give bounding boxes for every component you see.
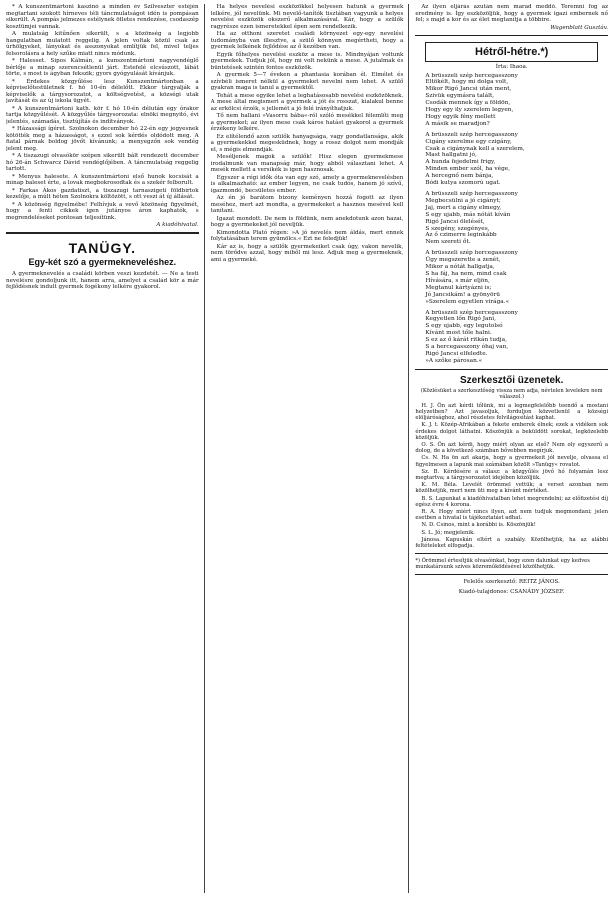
editorial-note: (Közlésüket a szerkesztőség vissza nem adja, névtelen levelekre nem válaszol.) <box>420 387 603 400</box>
verse-line: Rigó Jancsi ölelését, <box>425 218 485 225</box>
article-paragraph: Ez elítélendő azon szülők hanyagsága, vagy gondatlansága, akik a gyermekekkel megesküdnek, hogy a rossz dolgot nem mondják el, s mégis elmondják. <box>210 133 404 153</box>
columns <box>6 4 608 893</box>
news-item: * A közönség figyelmébe! Felhívjuk a vevő közönség figyelmét, hogy a fenti cikkek igen jutányos áron kaphatók, s megrendeléseket pontosan teljesítünk. <box>6 201 199 221</box>
editor-answer: R. A. Hogy miért nincs ilyen, azt nem tudjuk megmondani; jelen esetben a hivatal is tájékoztatást adhat. <box>415 509 609 522</box>
verse-line: A brüsszeli szép hercegasszony <box>425 309 518 316</box>
section-subtitle: Egy-két szó a gyermekneveléshez. <box>28 257 177 267</box>
verse-line: S szegény, szegényes, <box>425 225 490 232</box>
news-item: * A kunszentmártoni kath. kör f. hó 10-én délután egy órakor tartja közgyűlését. A közgyűlés tárgysorozata: elnöki megnyitó, évi jelentés, számadás, tisztújítás és indítványok. <box>6 105 199 125</box>
verse-line: Cigány szerelme egy czigány, <box>425 138 512 145</box>
signature: A kiadóhivatal. <box>156 222 199 228</box>
article-paragraph: Kimondotta Plató régen: »A jó nevelés nem áldás, mert ennek folytatásában terem gyümölcs.« Ezt ne feledjük! <box>210 229 404 242</box>
article-paragraph: Egyik főhelyes nevelési eszköz a mese is. Mindnyájan voltunk gyermekek. Tudjuk jól, hogy mi volt nekünk a mese. A jutalmak és büntetések szintén fontos eszközök. <box>210 51 404 71</box>
poem-title: Hétről-hétre.*) <box>425 42 598 62</box>
verse-line: Rigó Jancsi elfeledte. <box>425 350 488 357</box>
news-item: * Halesset. Sipos Kálmán, a kunszentmártoni nagyvendéglő bérlője a minap szerencsétlenül járt. Estefelé elcsúszott, lábát törte, s most is ágyban fekszik; gyors gyógyulását kívánjuk. <box>6 58 199 77</box>
verse-line: S egy ujabb, más nótát kíván <box>425 211 511 218</box>
verse-line: A brüsszeli szép hercegasszony <box>425 131 518 138</box>
verse-line: S egy ujabb, egy legutolsó <box>425 323 503 330</box>
article-paragraph: A gyermek 5—7 éveken a phantasia korában él. Elmélet és szívbéli ismeret nélkül a gyermeket nevelni nem lehet. A szülő gyakran maga is tanul a gyermektől. <box>210 72 404 91</box>
news-item: * Farkas Ákos gazdatiszt, a tiszazugi tarnaszigeti földbirtok kezelője, a múlt héten Szolnokra költözött, s ott veszi át új állását. <box>6 187 199 200</box>
verse-line: Jaj, mert a cigány elmegy, <box>425 204 502 211</box>
news-item: * A kunszentmártoni kaszinó a minden év Szilveszter estéjén megtartani szokott hírneves téli táncmulatságot idén is pompásan sikerült. A pompás jelmezes estélynek ötletes rendezése, csodaszép kosztümjei vannak. <box>6 4 199 30</box>
editor-answer: O. S. Ön azt kérdi, hogy miért olyan az első? Nem oly egyszerű a dolog, de a következő számban bővebben megírjuk. <box>415 441 609 455</box>
article-paragraph: Az én jó barátom bizony keményen hozzá fogott az ilyen meséhez, mert azt mondta, a gyermekeket a hasznos mesével kell tanítani. <box>210 195 404 214</box>
verse-line: A másik se maradjon? <box>425 120 490 127</box>
verse-line: Minden ember szól, ha vége, <box>425 166 511 173</box>
article-paragraph: Tehát a mese egyike lehet a leghatásosabb nevelési eszközöknek. A mese által megismeri a gyermek a jót és rosszat, kialakul benne az erkölcsi érzék, s jellemét a jó felé irányíthatjuk. <box>210 92 404 112</box>
divider <box>415 574 608 575</box>
article-paragraph: Meséljenek magok a szülők! Hisz elegen gyermekmese irodalmunk van manapság már, hogy abból választani lehet. A mesék mellett a versikék is igen hasznosak. <box>210 154 404 173</box>
verse-line: »Szerelem egyetlen virága.« <box>425 298 510 305</box>
imprint-publisher: Kiadó-tulajdonos: CSANÁDY JÓZSEF. <box>458 589 565 596</box>
article-paragraph: Kár az is, hogy a szülők gyermekeiket csak úgy, vakon nevelik, nem törődve azzal, hogy miből mi lesz. Adjuk meg a gyermeknek, ami a gyermeké. <box>210 243 404 263</box>
poem-stanza <box>415 73 608 128</box>
article-paragraph: Tő nem hallani »Vasorru bába«-ról szóló mesékkel félemlíti meg a gyermeket; az ilyen mese csak káros hatást gyakorol a gyermek érzékeny lelkére. <box>210 113 404 132</box>
editor-answer: K. J. t. Közép-Afrikában a fekete emberek élnek; ezek a vidéken sok érdekes dolgot láthatni. Köszönjük a beküldött sorokat, legközelebb közöljük. <box>415 422 609 441</box>
column-1 <box>6 4 205 893</box>
verse-line: A brüsszeli szép hercegasszony <box>425 191 518 197</box>
article-paragraph: Igazat mondott. De nem is földünk, nem anekdotunk azon hazai, hogy a gyermekeket jól neveljük. <box>210 215 404 228</box>
verse-line: Kegyetlen lőn Rigó Jani, <box>425 316 496 323</box>
section-title: TANÜGY. <box>68 240 137 256</box>
verse-line: Hogy egy ily szerelem legyen, <box>425 107 514 114</box>
poem-stanza <box>415 191 608 246</box>
verse-line: A hunda fejedelmi frigy, <box>425 159 496 166</box>
news-item: * Házassági ígéret. Szolnokon december hó 22-én egy jegyesnek kötötték meg a házasságot, s ezzel sok kérdés oldódott meg. A fiatal párnak boldog jövőt kívánunk; a menyegzőn sok vendég jelent meg. <box>6 126 199 152</box>
verse-line: Mikor Rigó Jancsi után ment, <box>425 86 512 93</box>
article-paragraph: Egyszer a régi idők óta van egy szó, amely a gyermeknevelésben is alkalmazható: az ember legyen, ne csak tudós, hanem jó szívű, igazmondó, becsületes ember. <box>210 174 404 194</box>
editor-answer: N. D. Csinos, mint a korábbi is. Köszönjük! <box>421 522 536 529</box>
verse-line: Ügy megszerette a zenét, <box>425 257 501 264</box>
verse-line: Szivük egymásra talált, <box>425 93 495 100</box>
verse-line: »A szőke párosan.« <box>425 357 483 364</box>
poem-stanza <box>415 132 608 187</box>
verse-line: Bódi kutya szomorú ugat. <box>425 180 501 187</box>
article-paragraph: Ha helyes nevelési eszközökkel helyesen hatunk a gyermek lelkére, jól nevelünk. Mi nevelő-tanítók tisztában vagyunk a helyes nevelési eszközök okszerű alkalmazásával. Kár, hogy a szülők ragyrésze ezen ismeretekkel épen sem rendelkezik. <box>210 4 404 30</box>
verse-line: Az ő czimerre leginkább <box>425 232 497 239</box>
footnote: *) Örömmel értesítjük olvasóinkat, hogy ezen dalunkat egy kedves munkatársunk szíves közreműködésével közölhetjük. <box>415 558 590 571</box>
verse-line: Csak a cigánynak kell a szerelem, <box>425 145 525 152</box>
poem-stanza <box>415 310 608 365</box>
news-item: A mulatság kitűnően sikerült, s a közönség a legjobb hangulatban mulatott reggelig. A jelen voltak közül csak az úrhölgyeket, lányokat és asszonyokat említjük fel, mivel teljes felsorolásra a hely szűke miatt nincs módunk. <box>6 31 199 57</box>
verse-line: Mast hallgatni jó, <box>425 152 477 159</box>
verse-line: A brüsszeli szép hercegasszony <box>425 250 518 257</box>
poem-author: Írta: Ihaoa. <box>495 63 528 70</box>
imprint-editor: Felelős szerkesztő: REITZ JÁNOS. <box>463 579 560 586</box>
verse-line: Hogy egyik fény mellett <box>425 113 496 120</box>
editor-answer: S. L. Jó; megjelenik. <box>421 529 475 536</box>
divider <box>415 35 608 36</box>
news-item: * Érdekes közgyűlése lesz Kunszentmártonban a képviselőtestületnek f. hó 10-én délelőtt. Ekkor tárgyalják a képviselők a tárgysorozatot, a költségvetést, a községi utak javítását és az új iskola ügyét. <box>6 78 199 104</box>
verse-line: Eltökélt, hogy mi dolga volt, <box>425 79 509 86</box>
article-paragraph: Ha az otthoni szeretet családi környezet egy-egy nevelési tudományba van illesztve, a szülő könnyen megértheti, hogy a gyermek lelkének fejlődése az ő kezében van. <box>210 31 404 50</box>
verse-line: S ha fáj, ha nem, mind csak <box>425 270 507 277</box>
editor-answer: K. M. Béla. Levelét örömmel vettük; a verset azonban nem közölhetjük, mert nem üti meg a kívánt mértéket. <box>415 482 609 495</box>
divider <box>415 369 608 370</box>
editor-answer: H. J. Ön azt kérdi tőlünk, mi a legmegfelelőbb teendő a mostani helyzetben? Azt javasoljuk, forduljon közvetlenül a községi elöljárósághoz, ahol részletes felvilágosítást kaphat. <box>415 402 609 422</box>
article-paragraph: Az ilyen eljárás azután nem marad meddő. Teremni fog az eredmény is. Így eszközöljük, hogy a gyermek igazi embernek nő fel; s majd a kor és az élet megtanítja a többire. <box>415 4 609 23</box>
verse-line: Nem szereti őt. <box>425 239 471 246</box>
news-item: * Menyus halesete. A kunszentmártoni első hunok kocsisát a minap baleset érte, a lovak megbokrosodtak és a szekér felborult. <box>6 173 199 186</box>
news-item: * A tiszazugi olvasókör szépen sikerült bált rendezett december hó 26-án Schwarcz Dávid vendéglőjében. A táncmulatság reggelig tartott. <box>6 153 199 172</box>
verse-line: Hívására, s már eljön, <box>425 277 490 284</box>
divider <box>6 232 199 234</box>
article-paragraph: A gyermeknevelés a családi körben veszi kezdetét. — Ne a testi nevelésre gondoljunk itt, hanem arra, amelyet a család kör a már fejlődésnek indult gyermek fogékony lelkére gyakorol. <box>6 271 199 290</box>
divider <box>415 553 608 554</box>
editor-answer: Jánosa. Kapuskán eltért a szabály. Közölhetjük, ha az alábbi feltételeket elfogadja. <box>415 536 609 550</box>
verse-line: Csodák mennek így a földön, <box>425 100 511 107</box>
verse-line: Kívánt most tőle halni. <box>425 330 492 337</box>
verse-line: Jó Jancsikám! a gyönyörü <box>425 291 501 298</box>
column-3 <box>415 4 608 893</box>
verse-line: Megbecsülni a jó cigányt; <box>425 197 501 204</box>
signature: Wagenblatt Gusztáv. <box>550 24 609 31</box>
section-title: Szerkesztői üzenetek. <box>459 374 564 386</box>
editor-answer: Cs. N. Ha ön azt akarja, hogy a gyermekeit jól nevelje, olvassa el figyelmesen a lapunk mai számában közölt »Tanügy« rovatot. <box>415 455 609 468</box>
editor-answer: B. S. Lapunkat a kiadóhivatalban lehet megrendelni; az előfizetési díj egész évre 4 korona. <box>415 495 609 508</box>
verse-line: Megtanul kártyázni is; <box>425 284 492 291</box>
column-2 <box>211 4 410 893</box>
verse-line: S ez az ő kárát ritkán tudja, <box>425 337 507 344</box>
verse-line: A brüsszeli szép hercegasszony <box>425 72 518 79</box>
verse-line: A hercegnő nem bánja, <box>425 173 494 180</box>
poem-stanza <box>415 250 608 305</box>
verse-line: Mikor a nótát hallgatja, <box>425 264 495 271</box>
editor-answer: Sz. B. Kérdésére a válasz: a közgyűlés jövő hó folyamán lesz megtartva; a tárgysorozatot idejében közöljük. <box>415 468 609 481</box>
verse-line: S a hercegasszony óhaj van, <box>425 344 509 351</box>
